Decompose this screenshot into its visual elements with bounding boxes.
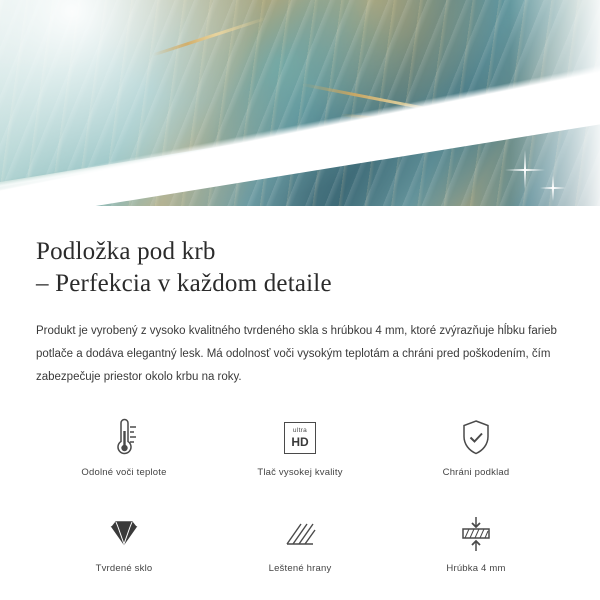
headline-line-2: – Perfekcia v každom detaile bbox=[36, 270, 332, 297]
feature-label: Tlač vysokej kvality bbox=[257, 467, 343, 478]
feature-grid bbox=[36, 415, 564, 593]
description-paragraph: Produkt je vyrobený z vysoko kvalitného tvrdeného skla s hrúbkou 4 mm, ktoré zvýrazňuje hĺbku farieb potlače a dodáva elegantný lesk. Má odolnosť voči vysokým teplotám a chráni pred poškodením, čím zabezpečuje priestor okolo krbu na roky. bbox=[36, 325, 557, 383]
ultra-hd-icon bbox=[284, 415, 316, 461]
feature-item-thickness bbox=[388, 511, 564, 593]
feature-label: Odolné voči teplote bbox=[81, 467, 167, 478]
feature-label: Leštené hrany bbox=[268, 563, 332, 574]
thickness-arrows-icon bbox=[456, 511, 496, 557]
shield-check-icon bbox=[458, 415, 494, 461]
diamond-icon bbox=[104, 511, 144, 557]
feature-item-temperature bbox=[36, 415, 212, 497]
feature-label: Chráni podklad bbox=[442, 467, 510, 478]
feature-item-tempered-glass bbox=[36, 511, 212, 593]
feature-item-print-quality bbox=[212, 415, 388, 497]
hero-fade-overlay bbox=[510, 0, 600, 222]
polished-edges-icon bbox=[281, 511, 319, 557]
page-title bbox=[36, 236, 564, 300]
headline-line-1: Podložka pod krb bbox=[36, 238, 216, 265]
feature-label: Tvrdené sklo bbox=[95, 563, 153, 574]
feature-item-surface-protection bbox=[388, 415, 564, 497]
hero-image bbox=[0, 0, 600, 222]
description-content bbox=[0, 222, 600, 593]
feature-label: Hrúbka 4 mm bbox=[446, 563, 506, 574]
feature-item-polished-edges bbox=[212, 511, 388, 593]
ultra-hd-bottom-label: HD bbox=[291, 434, 309, 449]
thermometer-icon bbox=[107, 415, 141, 461]
ultra-hd-top-label: ultra bbox=[292, 427, 308, 435]
